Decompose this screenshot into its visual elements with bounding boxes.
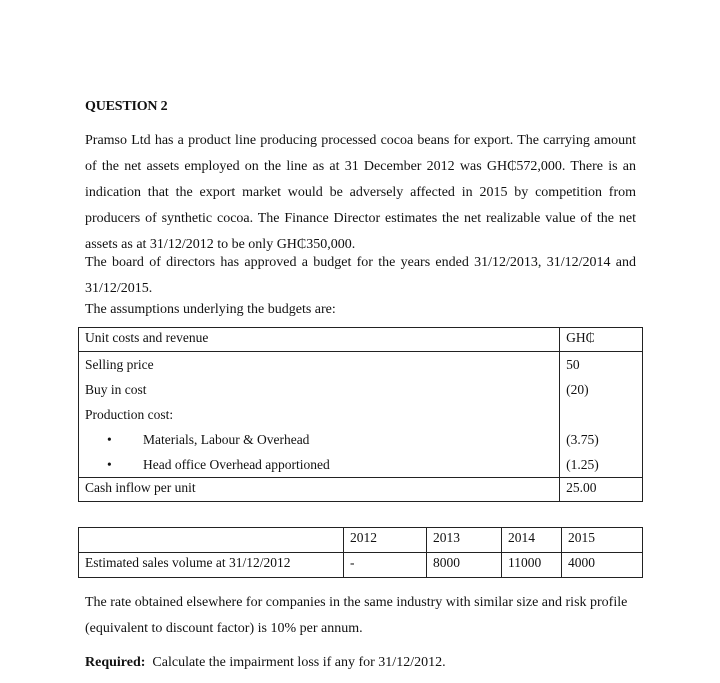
question-paragraph-1: Pramso Ltd has a product line producing processed cocoa beans for export. The carrying amount of the net assets employed on the line as at 31 December 2012 was GH₵572,000. There is an indication that the export market would be adversely affected in 2015 by competition from producers of synthetic cocoa. The Finance Director estimates the net realizable value of the net assets as at 31/12/2012 to be only GH₵350,000. xyxy=(85,133,636,252)
volume-value: 4000 xyxy=(562,553,643,578)
table-row-header xyxy=(79,328,643,352)
year-header: 2015 xyxy=(562,528,643,553)
cash-inflow-label: Cash inflow per unit xyxy=(79,478,560,502)
selling-price-label: Selling price xyxy=(85,357,154,372)
table-row-volume xyxy=(79,553,643,578)
year-header: 2012 xyxy=(344,528,427,553)
volume-row-label: Estimated sales volume at 31/12/2012 xyxy=(79,553,344,578)
materials-value: (3.75) xyxy=(566,432,599,447)
volume-value: - xyxy=(344,553,427,578)
head-office-value: (1.25) xyxy=(566,457,599,472)
materials-label: Materials, Labour & Overhead xyxy=(143,432,310,447)
volume-value: 11000 xyxy=(502,553,562,578)
empty-header-cell xyxy=(79,528,344,553)
head-office-label: Head office Overhead apportioned xyxy=(143,457,330,472)
materials-row xyxy=(85,427,553,452)
question-paragraph-2: The board of directors has approved a budget for the years ended 31/12/2013, 31/12/2014 and 31/12/2015. xyxy=(85,255,636,296)
year-header: 2014 xyxy=(502,528,562,553)
sales-volume-table xyxy=(78,527,643,578)
table-row-years xyxy=(79,528,643,553)
cost-labels-cell xyxy=(79,352,560,478)
assumptions-intro: The assumptions underlying the budgets are: xyxy=(85,302,336,317)
year-header: 2013 xyxy=(427,528,502,553)
selling-price-value: 50 xyxy=(566,357,580,372)
buy-in-cost-label: Buy in cost xyxy=(85,382,147,397)
question-heading: QUESTION 2 xyxy=(85,99,168,114)
production-cost-value xyxy=(566,402,636,427)
header-currency-cell: GH₵ xyxy=(560,328,643,352)
bullet-icon: • xyxy=(107,432,112,447)
table-row-costs xyxy=(79,352,643,478)
discount-rate-text: The rate obtained elsewhere for companies in the same industry with similar size and risk profile (equivalent to discount factor) is 10% per annum. xyxy=(85,595,628,636)
bullet-icon: • xyxy=(107,457,112,472)
buy-in-cost-value: (20) xyxy=(566,382,589,397)
required-text: Calculate the impairment loss if any for 31/12/2012. xyxy=(152,655,446,670)
head-office-row xyxy=(85,452,553,477)
cash-inflow-value: 25.00 xyxy=(560,478,643,502)
required-label: Required: xyxy=(85,655,146,670)
required-line xyxy=(85,655,446,671)
production-cost-label: Production cost: xyxy=(85,407,174,422)
header-label-cell: Unit costs and revenue xyxy=(79,328,560,352)
table-row-cash-inflow xyxy=(79,478,643,502)
cost-values-cell xyxy=(560,352,643,478)
unit-costs-table xyxy=(78,327,643,502)
volume-value: 8000 xyxy=(427,553,502,578)
